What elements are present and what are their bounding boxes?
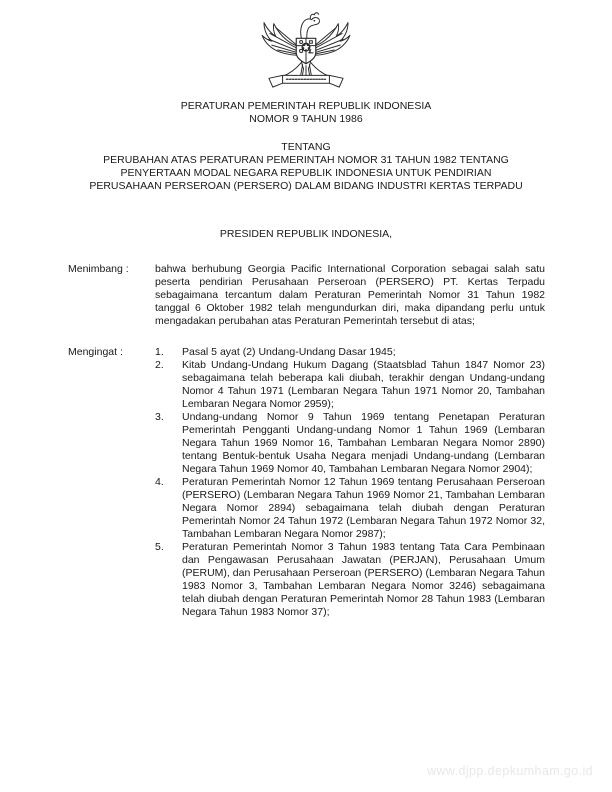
document-title — [0, 100, 612, 126]
menimbang-label: Menimbang : — [68, 262, 129, 275]
watermark-url: www.djpp.depkumham.go.id — [427, 764, 593, 778]
document-subject: PERUBAHAN ATAS PERATURAN PEMERINTAH NOMOR 31 TAHUN 1982 TENTANG PENYERTAAN MODAL NEGARA REPUBLIK INDONESIA UNTUK PENDIRIAN PERUSAHAAN PERSEROAN (PERSERO) DALAM BIDANG INDUSTRI KERTAS TERPADU — [89, 154, 523, 193]
list-item — [155, 411, 545, 476]
menimbang-text: bahwa berhubung Georgia Pacific International Corporation sebagai salah satu peserta pendirian Perusahaan Perseroan (PERSERO) PT. Kertas Terpadu sebagaimana tercantum dalam Peraturan Pemerintah Nomor 31 Tahun 1982 tanggal 6 Oktober 1982 telah mengundurkan diri, maka dipandang perlu untuk mengadakan perubahan atas Peraturan Pemerintah tersebut di atas; — [155, 262, 545, 327]
list-item — [155, 346, 545, 359]
list-item-number: 1. — [155, 345, 164, 358]
mengingat-section — [68, 346, 545, 619]
title-line-1: PERATURAN PEMERINTAH REPUBLIK INDONESIA — [180, 100, 432, 112]
list-item — [155, 476, 545, 541]
list-item-number: 3. — [155, 410, 164, 423]
list-item-number: 5. — [155, 540, 164, 553]
menimbang-section — [68, 263, 545, 328]
list-item — [155, 541, 545, 619]
list-item-text: Peraturan Pemerintah Nomor 3 Tahun 1983 tentang Tata Cara Pembinaan dan Pengawasan Perusahaan Jawatan (PERJAN), Perusahaan Umum (PERUM), dan Perusahaan Perseroan (PERSERO) (Lembaran Negara Tahun 1983 Nomor 3, Tambahan Lembaran Negara Nomor 3246) sebagaimana telah diubah dengan Peraturan Pemerintah Nomor 28 Tahun 1983 (Lembaran Negara Tahun 1983 Nomor 37); — [182, 540, 545, 618]
tentang-label: TENTANG — [281, 141, 331, 153]
salutation: PRESIDEN REPUBLIK INDONESIA, — [219, 227, 393, 240]
list-item-number: 2. — [155, 358, 164, 371]
garuda-pancasila-emblem — [257, 8, 355, 92]
list-item-text: Kitab Undang-Undang Hukum Dagang (Staatsblad Tahun 1847 Nomor 23) sebagaimana telah beberapa kali diubah, terakhir dengan Undang-undang Nomor 4 Tahun 1971 (Lembaran Negara Tahun 1971 Nomor 20, Tambahan Lembaran Negara Nomor 2959); — [182, 358, 545, 410]
mengingat-list — [155, 346, 545, 619]
title-line-2: NOMOR 9 TAHUN 1986 — [249, 113, 363, 125]
list-item-number: 4. — [155, 475, 164, 488]
list-item-text: Pasal 5 ayat (2) Undang-Undang Dasar 1945; — [182, 345, 396, 358]
list-item-text: Peraturan Pemerintah Nomor 12 Tahun 1969 tentang Perusahaan Perseroan (PERSERO) (Lembaran Negara Tahun 1969 Nomor 21, Tambahan Lembaran Negara Nomor 2894) sebagaimana telah diubah dengan Peraturan Pemerintah Nomor 24 Tahun 1972 (Lembaran Negara Tahun 1972 Nomor 32, Tambahan Lembaran Negara Nomor 2987); — [182, 475, 545, 540]
emblem-container — [0, 0, 612, 92]
list-item — [155, 359, 545, 411]
mengingat-label: Mengingat : — [68, 345, 123, 358]
list-item-text: Undang-undang Nomor 9 Tahun 1969 tentang Penetapan Peraturan Pemerintah Pengganti Undang-undang Nomor 1 Tahun 1969 (Lembaran Negara Tahun 1969 Nomor 16, Tambahan Lembaran Negara Nomor 2890) tentang Bentuk-bentuk Usaha Negara menjadi Undang-undang (Lembaran Negara Tahun 1969 Nomor 40, Tambahan Lembaran Negara Nomor 2904); — [182, 410, 545, 475]
